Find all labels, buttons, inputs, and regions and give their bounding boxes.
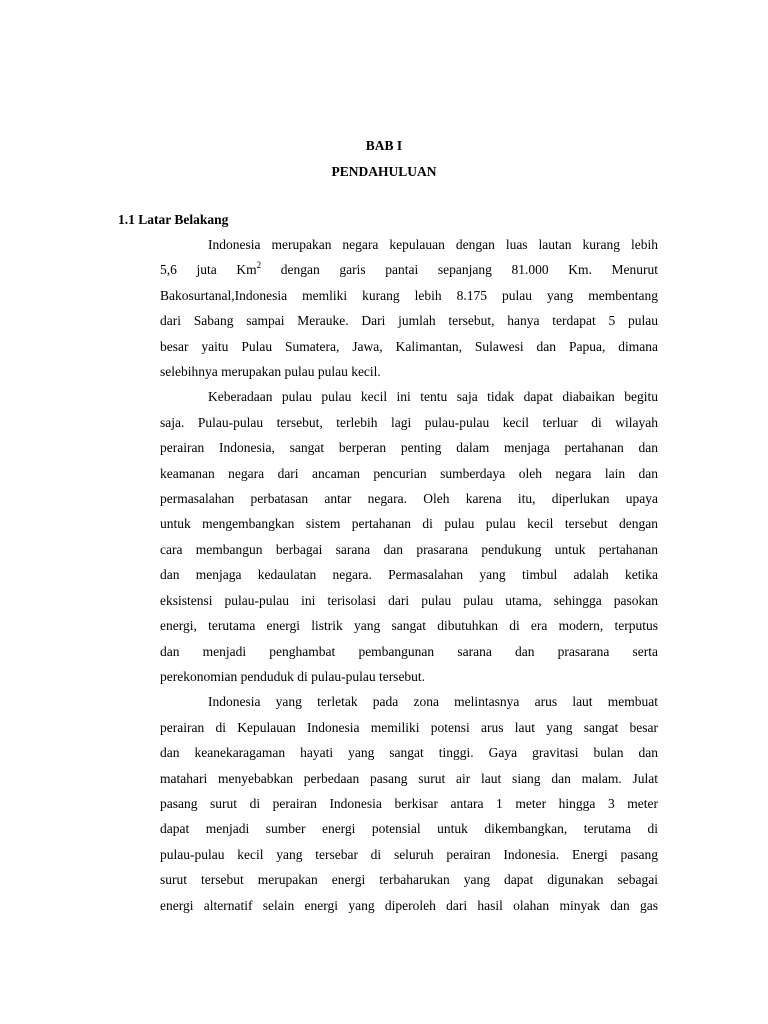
paragraph-line: selebihnya merupakan pulau pulau kecil. xyxy=(160,364,381,380)
body-text xyxy=(160,232,658,918)
paragraph-line: perekonomian penduduk di pulau-pulau tersebut. xyxy=(160,668,426,684)
paragraph-line: keamanan negara dari ancaman pencurian sumberdaya oleh negara lain dan xyxy=(160,465,658,481)
paragraph-line: perairan di Kepulauan Indonesia memiliki potensi arus laut yang sangat besar xyxy=(160,719,658,735)
paragraph-line: untuk mengembangkan sistem pertahanan di pulau pulau kecil tersebut dengan xyxy=(160,516,658,532)
paragraph-line: Indonesia merupakan negara kepulauan dengan luas lautan kurang lebih xyxy=(208,237,658,252)
paragraph-3 xyxy=(160,689,658,918)
paragraph-line: dan menjadi penghambat pembangunan sarana dan prasarana serta xyxy=(160,643,658,659)
paragraph-line: dan menjaga kedaulatan negara. Permasalahan yang timbul adalah ketika xyxy=(160,567,658,583)
paragraph-line: besar yaitu Pulau Sumatera, Jawa, Kalimantan, Sulawesi dan Papua, dimana xyxy=(160,338,658,354)
paragraph-line: saja. Pulau-pulau tersebut, terlebih lagi pulau-pulau kecil terluar di wilayah xyxy=(160,414,658,430)
paragraph-line: dari Sabang sampai Merauke. Dari jumlah tersebut, hanya terdapat 5 pulau xyxy=(160,313,658,329)
paragraph-line: Keberadaan pulau pulau kecil ini tentu saja tidak dapat diabaikan begitu xyxy=(208,389,658,405)
paragraph-2 xyxy=(160,384,658,689)
paragraph-line: pasang surut di perairan Indonesia berkisar antara 1 meter hingga 3 meter xyxy=(160,795,658,811)
paragraph-line: surut tersebut merupakan energi terbaharukan yang dapat digunakan sebagai xyxy=(160,872,658,888)
area-value-text: 5,6 juta Km xyxy=(160,262,257,278)
coastline-text: dengan garis pantai sepanjang 81.000 Km. Menurut xyxy=(261,262,658,278)
paragraph-line: energi, terutama energi listrik yang sangat dibutuhkan di era modern, terputus xyxy=(160,618,658,634)
paragraph-line: cara membangun berbagai sarana dan prasarana pendukung untuk pertahanan xyxy=(160,541,658,557)
superscript-exponent: 2 xyxy=(256,260,262,271)
paragraph-line xyxy=(160,257,658,282)
paragraph-line: Bakosurtanal,Indonesia memliki kurang lebih 8.175 pulau yang membentang xyxy=(160,287,658,303)
paragraph-1 xyxy=(160,232,658,384)
section-heading: 1.1 Latar Belakang xyxy=(118,212,229,227)
paragraph-line: dan keanekaragaman hayati yang sangat tinggi. Gaya gravitasi bulan dan xyxy=(160,745,658,761)
paragraph-line: eksistensi pulau-pulau ini terisolasi dari pulau pulau utama, sehingga pasokan xyxy=(160,592,658,608)
paragraph-line: energi alternatif selain energi yang diperoleh dari hasil olahan minyak dan gas xyxy=(160,897,658,913)
paragraph-line: dapat menjadi sumber energi potensial untuk dikembangkan, terutama di xyxy=(160,821,658,837)
paragraph-line: pulau-pulau kecil yang tersebar di seluruh perairan Indonesia. Energi pasang xyxy=(160,846,658,862)
chapter-number: BAB I xyxy=(365,138,403,153)
paragraph-line: permasalahan perbatasan antar negara. Oleh karena itu, diperlukan upaya xyxy=(160,491,658,507)
paragraph-line: perairan Indonesia, sangat berperan penting dalam menjaga pertahanan dan xyxy=(160,440,658,456)
chapter-title: PENDAHULUAN xyxy=(331,164,437,179)
paragraph-line: matahari menyebabkan perbedaan pasang surut air laut siang dan malam. Julat xyxy=(160,770,658,786)
paragraph-line: Indonesia yang terletak pada zona melintasnya arus laut membuat xyxy=(208,694,658,710)
